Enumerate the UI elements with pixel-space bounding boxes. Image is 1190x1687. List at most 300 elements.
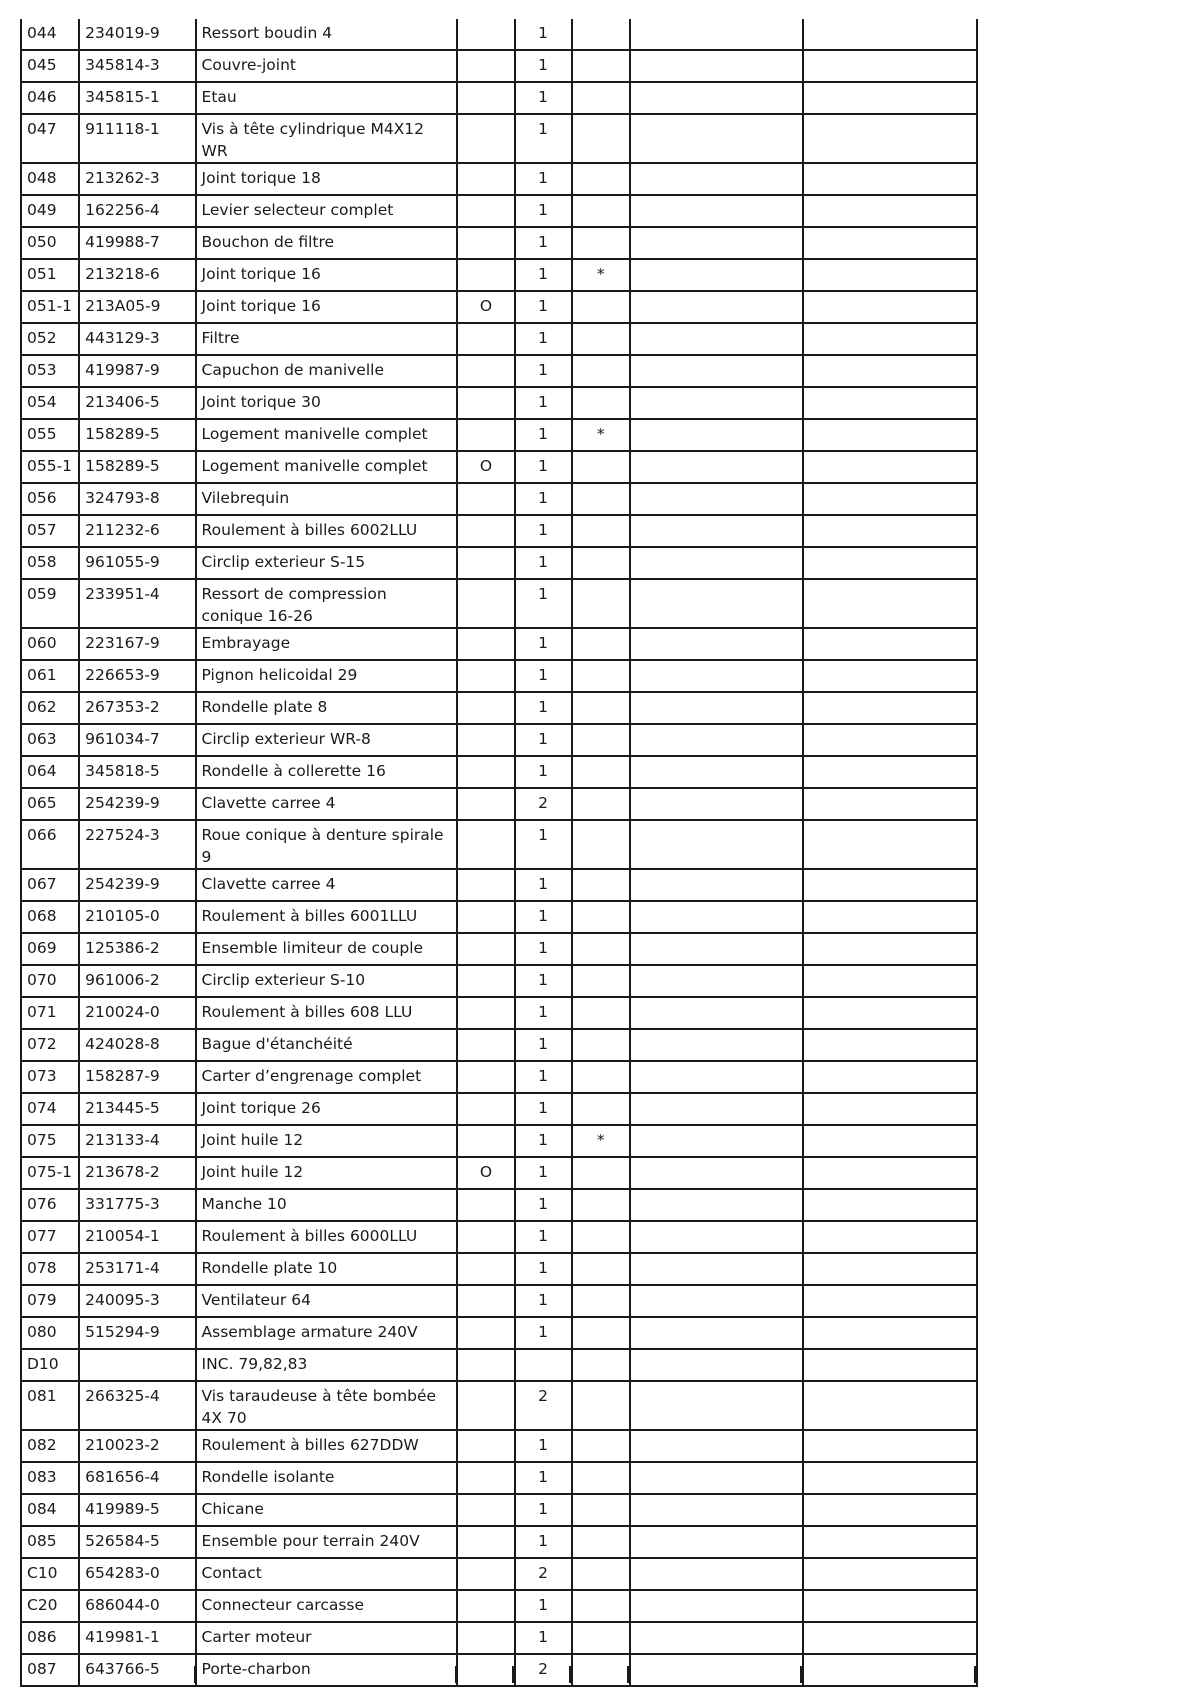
extra-2-cell — [803, 692, 977, 724]
part-number-cell: 223167-9 — [79, 628, 195, 660]
description-cell: Rondelle isolante — [196, 1462, 458, 1494]
quantity-cell: 1 — [515, 483, 572, 515]
extra-2-cell — [803, 660, 977, 692]
note-mark-cell — [572, 1381, 630, 1430]
description-cell: Joint torique 18 — [196, 163, 458, 195]
table-row — [21, 1622, 977, 1654]
description-cell: Filtre — [196, 323, 458, 355]
table-row — [21, 259, 977, 291]
extra-1-cell — [630, 1285, 804, 1317]
option-cell — [457, 1494, 514, 1526]
note-mark-cell — [572, 1285, 630, 1317]
description-cell: Ensemble pour terrain 240V — [196, 1526, 458, 1558]
option-cell — [457, 355, 514, 387]
note-mark-cell — [572, 1622, 630, 1654]
item-number-cell: 055-1 — [21, 451, 79, 483]
quantity-cell: 1 — [515, 82, 572, 114]
table-row — [21, 1157, 977, 1189]
extra-1-cell — [630, 1430, 804, 1462]
quantity-cell: 1 — [515, 1526, 572, 1558]
item-number-cell: 078 — [21, 1253, 79, 1285]
description-cell: Clavette carree 4 — [196, 869, 458, 901]
item-number-cell: 075 — [21, 1125, 79, 1157]
extra-2-cell — [803, 1189, 977, 1221]
note-mark-cell — [572, 1590, 630, 1622]
extra-2-cell — [803, 997, 977, 1029]
table-row — [21, 323, 977, 355]
item-number-cell: C10 — [21, 1558, 79, 1590]
quantity-cell: 1 — [515, 756, 572, 788]
part-number-cell: 681656-4 — [79, 1462, 195, 1494]
note-mark-cell — [572, 756, 630, 788]
quantity-cell: 1 — [515, 163, 572, 195]
quantity-cell: 1 — [515, 19, 572, 50]
option-cell: O — [457, 291, 514, 323]
extra-2-cell — [803, 195, 977, 227]
part-number-cell: 643766-5 — [79, 1654, 195, 1686]
item-number-cell: 067 — [21, 869, 79, 901]
part-number-cell: 226653-9 — [79, 660, 195, 692]
extra-1-cell — [630, 692, 804, 724]
description-cell: Capuchon de manivelle — [196, 355, 458, 387]
description-cell: Joint huile 12 — [196, 1125, 458, 1157]
part-number-cell: 254239-9 — [79, 788, 195, 820]
extra-1-cell — [630, 195, 804, 227]
extra-2-cell — [803, 259, 977, 291]
extra-1-cell — [630, 1381, 804, 1430]
item-number-cell: 081 — [21, 1381, 79, 1430]
quantity-cell: 1 — [515, 291, 572, 323]
extra-2-cell — [803, 163, 977, 195]
item-number-cell: 069 — [21, 933, 79, 965]
item-number-cell: 066 — [21, 820, 79, 869]
extra-2-cell — [803, 1125, 977, 1157]
description-cell: Chicane — [196, 1494, 458, 1526]
description-cell: Bouchon de filtre — [196, 227, 458, 259]
quantity-cell: 1 — [515, 419, 572, 451]
item-number-cell: 087 — [21, 1654, 79, 1686]
item-number-cell: 046 — [21, 82, 79, 114]
part-number-cell: 210024-0 — [79, 997, 195, 1029]
description-cell: Vis taraudeuse à tête bombée 4X 70 — [196, 1381, 458, 1430]
note-mark-cell — [572, 1349, 630, 1381]
extra-2-cell — [803, 1317, 977, 1349]
quantity-cell: 1 — [515, 1430, 572, 1462]
note-mark-cell — [572, 579, 630, 628]
note-mark-cell — [572, 997, 630, 1029]
item-number-cell: 085 — [21, 1526, 79, 1558]
note-mark-cell — [572, 1253, 630, 1285]
item-number-cell: 058 — [21, 547, 79, 579]
item-number-cell: D10 — [21, 1349, 79, 1381]
quantity-cell: 1 — [515, 1125, 572, 1157]
item-number-cell: 055 — [21, 419, 79, 451]
quantity-cell: 1 — [515, 1494, 572, 1526]
extra-2-cell — [803, 869, 977, 901]
part-number-cell: 213262-3 — [79, 163, 195, 195]
part-number-cell: 210054-1 — [79, 1221, 195, 1253]
table-row — [21, 1093, 977, 1125]
extra-2-cell — [803, 579, 977, 628]
description-cell: Joint torique 30 — [196, 387, 458, 419]
quantity-cell: 1 — [515, 1029, 572, 1061]
quantity-cell: 1 — [515, 724, 572, 756]
item-number-cell: 065 — [21, 788, 79, 820]
extra-1-cell — [630, 419, 804, 451]
extra-2-cell — [803, 1622, 977, 1654]
extra-2-cell — [803, 19, 977, 50]
part-number-cell: 345818-5 — [79, 756, 195, 788]
extra-2-cell — [803, 114, 977, 163]
part-number-cell: 158289-5 — [79, 419, 195, 451]
description-cell: Vilebrequin — [196, 483, 458, 515]
extra-1-cell — [630, 1462, 804, 1494]
part-number-cell: 125386-2 — [79, 933, 195, 965]
option-cell — [457, 692, 514, 724]
item-number-cell: 070 — [21, 965, 79, 997]
extra-1-cell — [630, 515, 804, 547]
extra-1-cell — [630, 451, 804, 483]
extra-2-cell — [803, 227, 977, 259]
description-cell: Logement manivelle complet — [196, 419, 458, 451]
part-number-cell: 419989-5 — [79, 1494, 195, 1526]
extra-1-cell — [630, 1558, 804, 1590]
description-cell: Circlip exterieur S-15 — [196, 547, 458, 579]
note-mark-cell — [572, 451, 630, 483]
table-row — [21, 50, 977, 82]
part-number-cell: 419987-9 — [79, 355, 195, 387]
extra-1-cell — [630, 387, 804, 419]
description-cell: Vis à tête cylindrique M4X12 WR — [196, 114, 458, 163]
extra-1-cell — [630, 820, 804, 869]
description-cell: Rondelle plate 10 — [196, 1253, 458, 1285]
part-number-cell: 210023-2 — [79, 1430, 195, 1462]
option-cell — [457, 1622, 514, 1654]
parts-table-body — [21, 19, 977, 1686]
quantity-cell: 1 — [515, 1221, 572, 1253]
extra-1-cell — [630, 724, 804, 756]
note-mark-cell — [572, 291, 630, 323]
option-cell — [457, 756, 514, 788]
part-number-cell: 324793-8 — [79, 483, 195, 515]
table-row — [21, 82, 977, 114]
table-row — [21, 1381, 977, 1430]
item-number-cell: 052 — [21, 323, 79, 355]
extra-2-cell — [803, 1526, 977, 1558]
option-cell — [457, 227, 514, 259]
quantity-cell: 1 — [515, 1317, 572, 1349]
table-row — [21, 997, 977, 1029]
extra-1-cell — [630, 50, 804, 82]
table-row — [21, 820, 977, 869]
item-number-cell: 048 — [21, 163, 79, 195]
table-row — [21, 227, 977, 259]
quantity-cell — [515, 1349, 572, 1381]
note-mark-cell — [572, 1221, 630, 1253]
note-mark-cell — [572, 692, 630, 724]
note-mark-cell — [572, 1157, 630, 1189]
option-cell — [457, 1093, 514, 1125]
note-mark-cell — [572, 195, 630, 227]
part-number-cell: 345814-3 — [79, 50, 195, 82]
note-mark-cell — [572, 82, 630, 114]
extra-2-cell — [803, 355, 977, 387]
option-cell — [457, 579, 514, 628]
extra-1-cell — [630, 756, 804, 788]
extra-2-cell — [803, 1381, 977, 1430]
item-number-cell: 056 — [21, 483, 79, 515]
extra-2-cell — [803, 901, 977, 933]
description-cell: Carter d’engrenage complet — [196, 1061, 458, 1093]
option-cell — [457, 1253, 514, 1285]
quantity-cell: 1 — [515, 1285, 572, 1317]
description-cell: Ressort de compression conique 16-26 — [196, 579, 458, 628]
quantity-cell: 1 — [515, 195, 572, 227]
quantity-cell: 1 — [515, 1253, 572, 1285]
note-mark-cell — [572, 628, 630, 660]
option-cell — [457, 483, 514, 515]
quantity-cell: 1 — [515, 451, 572, 483]
part-number-cell: 210105-0 — [79, 901, 195, 933]
extra-1-cell — [630, 1349, 804, 1381]
part-number-cell: 961055-9 — [79, 547, 195, 579]
extra-2-cell — [803, 82, 977, 114]
quantity-cell: 1 — [515, 515, 572, 547]
note-mark-cell — [572, 355, 630, 387]
extra-1-cell — [630, 82, 804, 114]
extra-1-cell — [630, 1029, 804, 1061]
item-number-cell: 077 — [21, 1221, 79, 1253]
option-cell — [457, 1029, 514, 1061]
part-number-cell: 253171-4 — [79, 1253, 195, 1285]
item-number-cell: 044 — [21, 19, 79, 50]
item-number-cell: 064 — [21, 756, 79, 788]
table-row — [21, 19, 977, 50]
part-number-cell: 345815-1 — [79, 82, 195, 114]
description-cell: Joint torique 26 — [196, 1093, 458, 1125]
part-number-cell: 158289-5 — [79, 451, 195, 483]
extra-2-cell — [803, 50, 977, 82]
table-row — [21, 628, 977, 660]
description-cell: Bague d'étanchéité — [196, 1029, 458, 1061]
part-number-cell: 266325-4 — [79, 1381, 195, 1430]
quantity-cell: 1 — [515, 259, 572, 291]
table-row — [21, 965, 977, 997]
part-number-cell: 515294-9 — [79, 1317, 195, 1349]
table-row — [21, 1029, 977, 1061]
note-mark-cell — [572, 1061, 630, 1093]
item-number-cell: 086 — [21, 1622, 79, 1654]
option-cell — [457, 965, 514, 997]
extra-1-cell — [630, 114, 804, 163]
table-row — [21, 1494, 977, 1526]
quantity-cell: 1 — [515, 579, 572, 628]
part-number-cell: 213133-4 — [79, 1125, 195, 1157]
description-cell: Couvre-joint — [196, 50, 458, 82]
table-row — [21, 1462, 977, 1494]
item-number-cell: 083 — [21, 1462, 79, 1494]
note-mark-cell — [572, 1494, 630, 1526]
table-row — [21, 1221, 977, 1253]
extra-1-cell — [630, 1317, 804, 1349]
table-row — [21, 547, 977, 579]
description-cell: Joint torique 16 — [196, 291, 458, 323]
part-number-cell: 227524-3 — [79, 820, 195, 869]
extra-2-cell — [803, 788, 977, 820]
table-row — [21, 1189, 977, 1221]
item-number-cell: 084 — [21, 1494, 79, 1526]
option-cell — [457, 628, 514, 660]
table-row — [21, 1590, 977, 1622]
note-mark-cell — [572, 114, 630, 163]
extra-1-cell — [630, 483, 804, 515]
description-cell: Embrayage — [196, 628, 458, 660]
option-cell: O — [457, 1157, 514, 1189]
part-number-cell: 911118-1 — [79, 114, 195, 163]
note-mark-cell — [572, 724, 630, 756]
table-row — [21, 660, 977, 692]
option-cell — [457, 82, 514, 114]
quantity-cell: 1 — [515, 1590, 572, 1622]
option-cell — [457, 820, 514, 869]
table-row — [21, 195, 977, 227]
extra-1-cell — [630, 1061, 804, 1093]
table-row — [21, 291, 977, 323]
note-mark-cell: * — [572, 259, 630, 291]
item-number-cell: 073 — [21, 1061, 79, 1093]
extra-2-cell — [803, 820, 977, 869]
extra-2-cell — [803, 1349, 977, 1381]
extra-2-cell — [803, 1494, 977, 1526]
quantity-cell: 1 — [515, 933, 572, 965]
option-cell — [457, 19, 514, 50]
table-row — [21, 1125, 977, 1157]
item-number-cell: 071 — [21, 997, 79, 1029]
extra-1-cell — [630, 660, 804, 692]
note-mark-cell — [572, 50, 630, 82]
description-cell: Roulement à billes 627DDW — [196, 1430, 458, 1462]
item-number-cell: 045 — [21, 50, 79, 82]
extra-2-cell — [803, 483, 977, 515]
extra-1-cell — [630, 259, 804, 291]
extra-1-cell — [630, 933, 804, 965]
quantity-cell: 2 — [515, 1558, 572, 1590]
extra-1-cell — [630, 19, 804, 50]
extra-2-cell — [803, 1157, 977, 1189]
item-number-cell: 074 — [21, 1093, 79, 1125]
table-row — [21, 387, 977, 419]
part-number-cell: 213445-5 — [79, 1093, 195, 1125]
note-mark-cell — [572, 19, 630, 50]
extra-1-cell — [630, 1494, 804, 1526]
description-cell: Logement manivelle complet — [196, 451, 458, 483]
item-number-cell: 076 — [21, 1189, 79, 1221]
note-mark-cell — [572, 1462, 630, 1494]
item-number-cell: 060 — [21, 628, 79, 660]
extra-1-cell — [630, 163, 804, 195]
note-mark-cell — [572, 1558, 630, 1590]
item-number-cell: C20 — [21, 1590, 79, 1622]
option-cell — [457, 547, 514, 579]
table-row — [21, 692, 977, 724]
note-mark-cell — [572, 788, 630, 820]
extra-1-cell — [630, 1189, 804, 1221]
item-number-cell: 063 — [21, 724, 79, 756]
part-number-cell: 331775-3 — [79, 1189, 195, 1221]
note-mark-cell — [572, 965, 630, 997]
option-cell — [457, 259, 514, 291]
option-cell — [457, 1349, 514, 1381]
note-mark-cell — [572, 163, 630, 195]
table-row — [21, 1558, 977, 1590]
extra-2-cell — [803, 1253, 977, 1285]
table-row — [21, 579, 977, 628]
extra-1-cell — [630, 1125, 804, 1157]
part-number-cell: 254239-9 — [79, 869, 195, 901]
quantity-cell: 1 — [515, 869, 572, 901]
table-row — [21, 1253, 977, 1285]
quantity-cell: 2 — [515, 1654, 572, 1686]
description-cell: Etau — [196, 82, 458, 114]
extra-2-cell — [803, 1061, 977, 1093]
table-row — [21, 869, 977, 901]
quantity-cell: 1 — [515, 50, 572, 82]
table-row — [21, 451, 977, 483]
extra-2-cell — [803, 547, 977, 579]
quantity-cell: 1 — [515, 1061, 572, 1093]
item-number-cell: 059 — [21, 579, 79, 628]
table-row — [21, 901, 977, 933]
extra-1-cell — [630, 323, 804, 355]
part-number-cell: 419981-1 — [79, 1622, 195, 1654]
extra-1-cell — [630, 355, 804, 387]
extra-2-cell — [803, 1285, 977, 1317]
description-cell: Ressort boudin 4 — [196, 19, 458, 50]
extra-2-cell — [803, 291, 977, 323]
quantity-cell: 1 — [515, 227, 572, 259]
item-number-cell: 062 — [21, 692, 79, 724]
item-number-cell: 079 — [21, 1285, 79, 1317]
note-mark-cell — [572, 901, 630, 933]
extra-1-cell — [630, 628, 804, 660]
extra-1-cell — [630, 227, 804, 259]
extra-2-cell — [803, 628, 977, 660]
extra-2-cell — [803, 419, 977, 451]
extra-2-cell — [803, 387, 977, 419]
quantity-cell: 1 — [515, 628, 572, 660]
note-mark-cell: * — [572, 1125, 630, 1157]
table-row — [21, 1317, 977, 1349]
quantity-cell: 1 — [515, 1622, 572, 1654]
option-cell: O — [457, 451, 514, 483]
description-cell: Joint torique 16 — [196, 259, 458, 291]
option-cell — [457, 515, 514, 547]
option-cell — [457, 1430, 514, 1462]
extra-2-cell — [803, 933, 977, 965]
description-cell: Circlip exterieur S-10 — [196, 965, 458, 997]
note-mark-cell — [572, 1430, 630, 1462]
description-cell: Ventilateur 64 — [196, 1285, 458, 1317]
option-cell — [457, 1526, 514, 1558]
extra-2-cell — [803, 515, 977, 547]
description-cell: Circlip exterieur WR-8 — [196, 724, 458, 756]
option-cell — [457, 387, 514, 419]
option-cell — [457, 997, 514, 1029]
option-cell — [457, 163, 514, 195]
extra-2-cell — [803, 1590, 977, 1622]
description-cell: Carter moteur — [196, 1622, 458, 1654]
extra-2-cell — [803, 1462, 977, 1494]
